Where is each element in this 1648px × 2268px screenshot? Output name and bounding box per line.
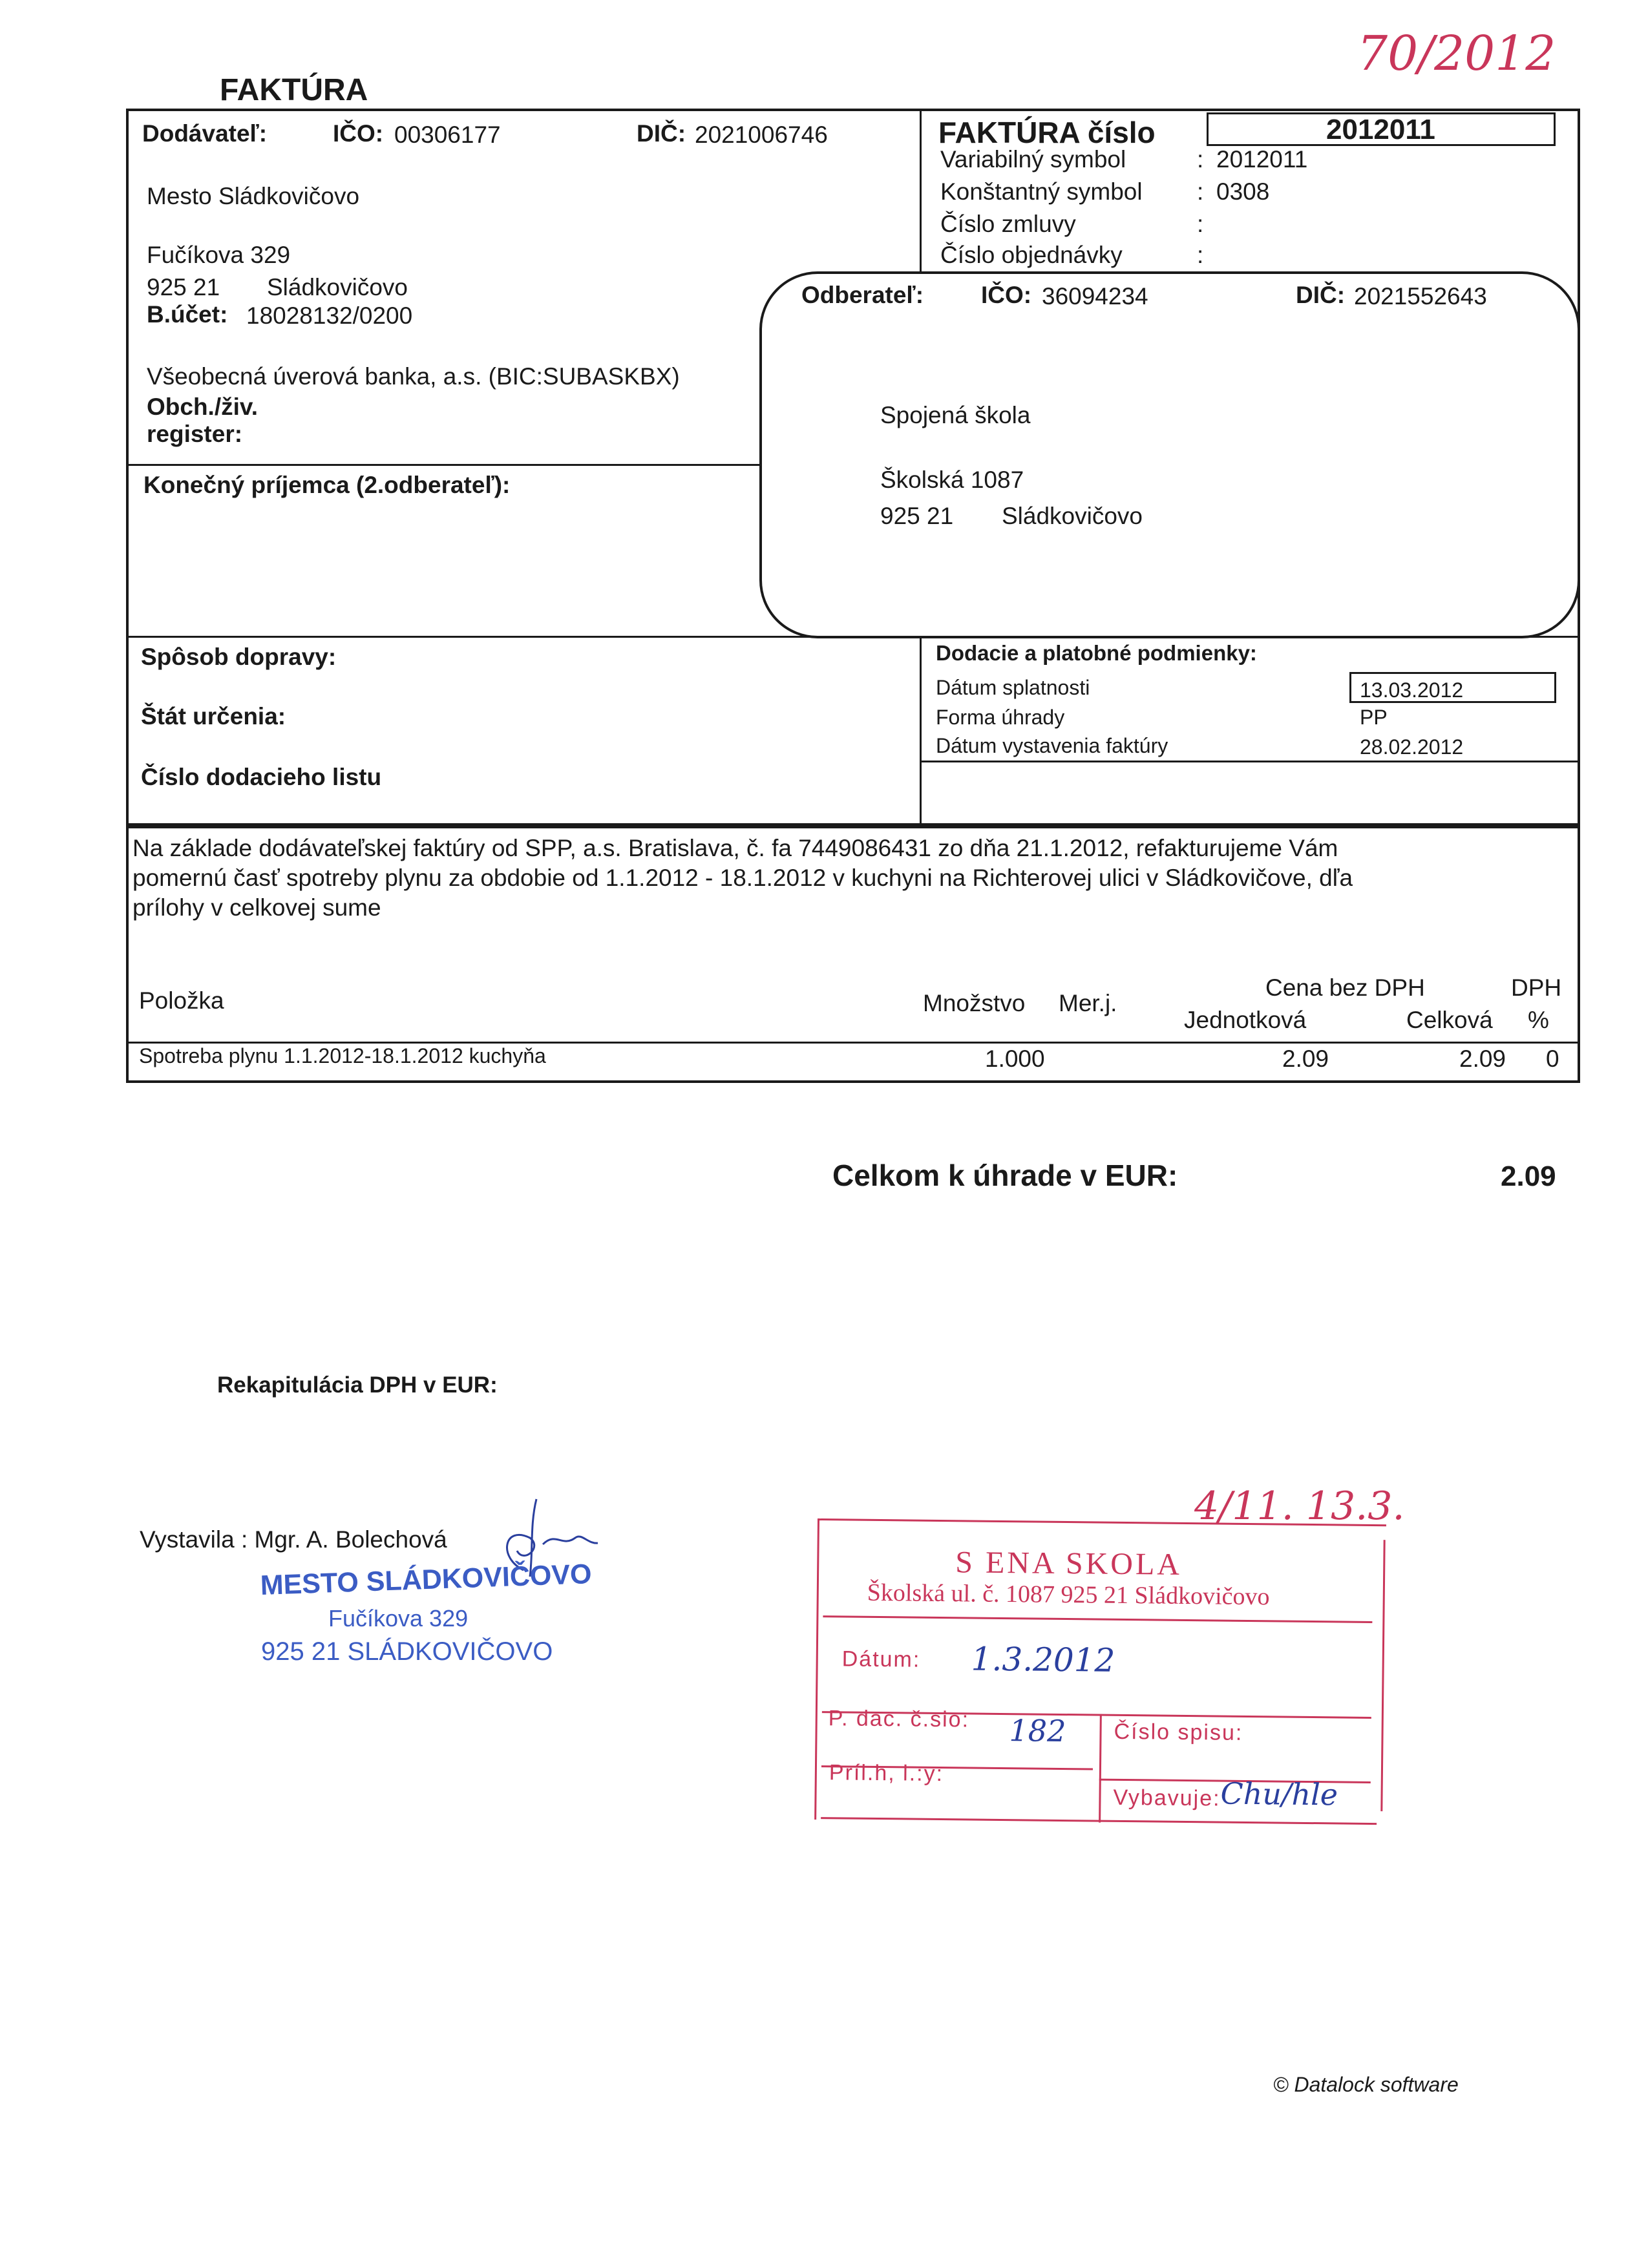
stamp-attach-label: Príl.h, l.:y:	[829, 1760, 944, 1787]
issue-date: 28.02.2012	[1360, 735, 1464, 759]
destination-country-label: Štát určenia:	[141, 703, 286, 730]
terms-label: Dodacie a platobné podmienky:	[936, 641, 1257, 665]
total-label: Celkom k úhrade v EUR:	[832, 1159, 1178, 1192]
handwritten-reference: 70/2012	[1357, 26, 1556, 81]
supplier-stamp-line-3: 925 21 SLÁDKOVIČOVO	[261, 1637, 553, 1666]
supplier-label: Dodávateľ:	[142, 120, 268, 147]
description-line-1: Na základe dodávateľskej faktúry od SPP, a.s. Bratislava, č. fa 7449086431 zo dňa 21.1.2012, refakturujeme Vám	[132, 835, 1338, 861]
supplier-register-label-1: Obch./živ.	[147, 394, 259, 420]
final-recipient-label: Konečný príjemca (2.odberateľ):	[143, 472, 511, 498]
invoice-number-label: FAKTÚRA číslo	[938, 116, 1156, 149]
due-date: 13.03.2012	[1360, 678, 1464, 702]
item-vat: 0	[1546, 1045, 1559, 1072]
customer-dic: 2021552643	[1354, 283, 1487, 310]
stamp-mid-divider	[1099, 1714, 1102, 1823]
description-line-2: pomernú časť spotreby plynu za obdobie od 1.1.2012 - 18.1.2012 v kuchyni na Richterovej ulici v Sládkovičove, dľa	[132, 865, 1353, 891]
supplier-account-label: B.účet:	[147, 301, 228, 328]
customer-city: Sládkovičovo	[1002, 503, 1143, 529]
supplier-stamp-line-2: Fučíkova 329	[328, 1605, 469, 1632]
supplier-register-label-2: register:	[147, 421, 243, 447]
due-date-label: Dátum splatnosti	[936, 676, 1090, 699]
supplier-name: Mesto Sládkovičovo	[147, 183, 360, 209]
item-name: Spotreba plynu 1.1.2012-18.1.2012 kuchyňa	[139, 1044, 546, 1067]
items-header-price-group: Cena bez DPH	[1265, 974, 1425, 1001]
constant-symbol-value: 0308	[1216, 178, 1270, 205]
constant-symbol-colon: :	[1197, 178, 1204, 205]
order-number-colon: :	[1197, 242, 1204, 268]
items-header-unit-price: Jednotková	[1184, 1007, 1307, 1033]
variable-symbol-label: Variabilný symbol	[940, 146, 1126, 173]
stamp-right-border	[1380, 1540, 1385, 1811]
customer-name: Spojená škola	[880, 402, 1031, 428]
delivery-note-label: Číslo dodacieho listu	[141, 764, 382, 790]
contract-number-colon: :	[1197, 211, 1204, 237]
supplier-ico-label: IČO:	[333, 120, 384, 147]
divider-transport-terms	[920, 636, 922, 826]
customer-label: Odberateľ:	[801, 282, 924, 308]
invoice-number: 2012011	[1326, 114, 1435, 145]
customer-ico: 36094234	[1042, 283, 1148, 310]
issue-date-label: Dátum vystavenia faktúry	[936, 734, 1168, 757]
supplier-bank: Všeobecná úverová banka, a.s. (BIC:SUBASKBX)	[147, 363, 680, 390]
customer-box	[759, 271, 1580, 638]
variable-symbol-colon: :	[1197, 146, 1204, 173]
supplier-city: Sládkovičovo	[267, 274, 408, 300]
stamp-date-label: Dátum:	[841, 1646, 921, 1672]
stamp-date-value: 1.3.2012	[971, 1640, 1115, 1679]
receipt-stamp-handwritten: 4/11. 13.3.	[1194, 1484, 1405, 1529]
supplier-ico: 00306177	[394, 121, 501, 148]
document-title: FAKTÚRA	[220, 73, 368, 107]
customer-ico-label: IČO:	[981, 282, 1032, 308]
stamp-address: Školská ul. č. 1087 925 21 Sládkovičovo	[867, 1579, 1270, 1611]
description-line-3: prílohy v celkovej sume	[132, 894, 381, 921]
total-value: 2.09	[1501, 1160, 1556, 1192]
stamp-file-label: Číslo spisu:	[1114, 1719, 1243, 1745]
items-header-vat-pct: %	[1528, 1007, 1549, 1033]
items-header-unit: Mer.j.	[1059, 990, 1117, 1016]
item-unit-price: 2.09	[1282, 1045, 1329, 1072]
customer-zip: 925 21	[880, 503, 954, 529]
items-header-vat: DPH	[1511, 974, 1562, 1001]
order-number-label: Číslo objednávky	[940, 242, 1123, 268]
supplier-dic-label: DIČ:	[637, 120, 686, 147]
stamp-reg-value: 182	[1009, 1713, 1066, 1749]
transport-method-label: Spôsob dopravy:	[141, 644, 337, 670]
footer-credit: © Datalock software	[1273, 2073, 1459, 2096]
vat-recap-label: Rekapitulácia DPH v EUR:	[217, 1372, 498, 1398]
item-qty: 1.000	[985, 1045, 1045, 1072]
supplier-street: Fučíkova 329	[147, 242, 291, 268]
stamp-reg-label: P. dac. č.sio:	[828, 1706, 970, 1732]
issued-by: Vystavila : Mgr. A. Bolechová	[140, 1526, 447, 1553]
contract-number-label: Číslo zmluvy	[940, 211, 1076, 237]
customer-dic-label: DIČ:	[1296, 282, 1346, 308]
payment-form: PP	[1360, 706, 1388, 729]
items-header-total: Celková	[1406, 1007, 1493, 1033]
supplier-zip: 925 21	[147, 274, 220, 300]
stamp-handler-value: Chu/hle	[1220, 1776, 1338, 1812]
constant-symbol-label: Konštantný symbol	[940, 178, 1143, 205]
stamp-title: S ENA SKOLA	[955, 1545, 1183, 1582]
receipt-stamp	[814, 1518, 1386, 1825]
variable-symbol-value: 2012011	[1216, 146, 1308, 173]
divider-terms-bottom	[920, 761, 1580, 762]
items-header-qty: Množstvo	[923, 990, 1026, 1016]
supplier-dic: 2021006746	[695, 121, 828, 148]
customer-street: Školská 1087	[880, 467, 1024, 493]
divider-supplier-invoice	[920, 109, 922, 273]
supplier-stamp-line-1: MESTO SLÁDKOVIČOVO	[260, 1559, 593, 1601]
item-total: 2.09	[1459, 1045, 1506, 1072]
stamp-left-border	[814, 1518, 819, 1820]
items-header-item: Položka	[139, 987, 224, 1014]
items-header-line	[126, 1042, 1580, 1044]
divider-final-recipient	[126, 464, 759, 466]
payment-form-label: Forma úhrady	[936, 706, 1065, 729]
supplier-account: 18028132/0200	[246, 302, 413, 329]
stamp-line-1	[823, 1615, 1372, 1623]
stamp-handler-label: Vybavuje:	[1113, 1785, 1221, 1811]
